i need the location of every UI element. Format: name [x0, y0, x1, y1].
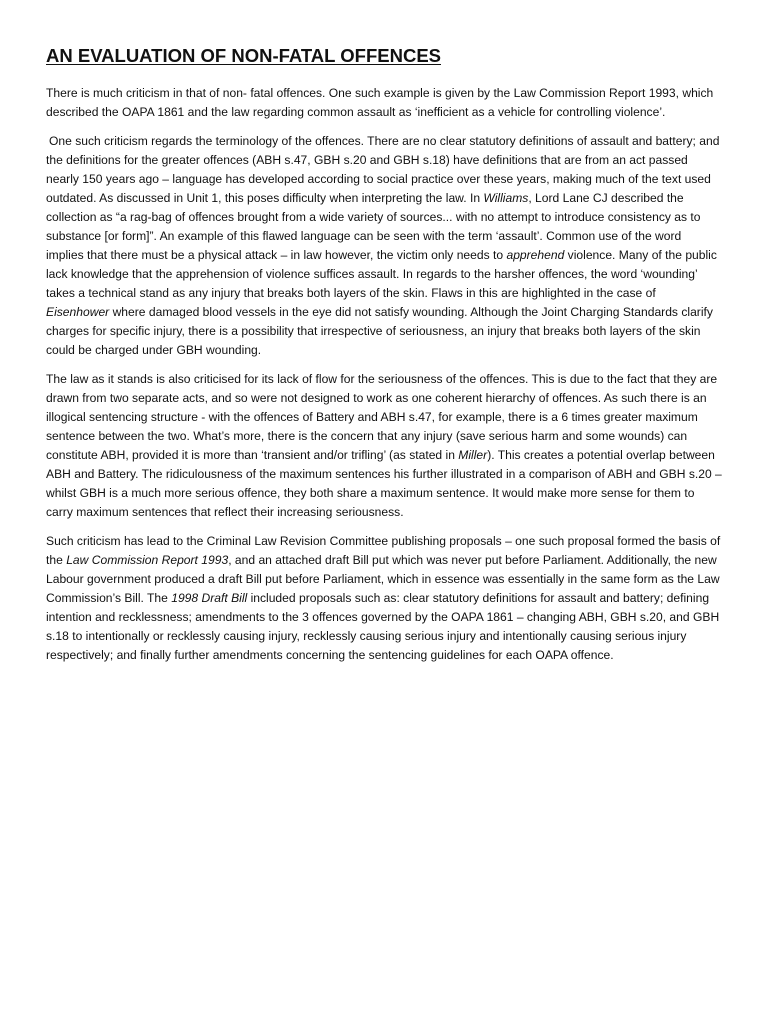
italic-text-run: Miller [458, 448, 488, 462]
italic-text-run: Williams [483, 191, 529, 205]
document-body [46, 84, 722, 665]
text-run: ). This creates a potential overlap between ABH and Battery. The ridiculousness of the maximum sentences his further illustrated in a comparison of ABH and GBH s.20 – whilst GBH is a much more serious offence, they both share a maximum sentence. It would make more sense for them to carry maximum sentences that reflect their increasing seriousness. [46, 448, 722, 519]
paragraph-1 [46, 84, 722, 122]
text-run: included proposals such as: clear statutory definitions for assault and battery; defining intention and recklessness; amendments to the 3 offences governed by the OAPA 1861 – changing ABH, GBH s.20, and GBH s.18 to intentionally or recklessly causing injury, recklessly causing serious injury and intentionally causing serious injury respectively; and finally further amendments concerning the sentencing guidelines for each OAPA offence. [46, 591, 720, 662]
text-run: , Lord Lane CJ described the collection as “a rag-bag of offences brought from a wide variety of sources... with no attempt to introduce consistency as to substance [or form]”. An example of this flawed language can be seen with the term ‘assault’. Common use of the word implies that there must be a physical attack – in law however, the victim only needs to [46, 191, 701, 262]
paragraph-4 [46, 532, 722, 665]
text-run: violence. Many of the public lack knowledge that the apprehension of violence suffices assault. In regards to the harsher offences, the word ‘wounding’ takes a technical stand as any injury that breaks both layers of the skin. Flaws in this are highlighted in the case of [46, 248, 717, 300]
italic-text-run: apprehend [506, 248, 565, 262]
text-run: , and an attached draft Bill put which was never put before Parliament. Additionally, the new Labour government produced a draft Bill put before Parliament, which in essence was essentially in the same form as the Law Commission’s Bill. The [46, 553, 720, 605]
document-title: AN EVALUATION OF NON-FATAL OFFENCES [46, 45, 441, 66]
text-run: The law as it stands is also criticised for its lack of flow for the seriousness of the offences. This is due to the fact that they are drawn from two separate acts, and so were not designed to work as one coherent hierarchy of offences. As such there is an illogical sentencing structure - with the offences of Battery and ABH s.47, for example, there is a 6 times greater maximum sentence between the two. What’s more, there is the concern that any injury (save serious harm and some wounds) can constitute ABH, provided it is more than ‘transient and/or trifling’ (as stated in [46, 372, 718, 462]
text-run: where damaged blood vessels in the eye did not satisfy wounding. Although the Joint Charging Standards clarify charges for specific injury, there is a possibility that irrespective of seriousness, an injury that breaks both layers of the skin could be charged under GBH wounding. [46, 305, 713, 357]
paragraph-3 [46, 370, 722, 522]
paragraph-2 [46, 132, 722, 360]
text-run: Such criticism has lead to the Criminal Law Revision Committee publishing proposals – one such proposal formed the basis of the [46, 534, 721, 567]
text-run: One such criticism regards the terminology of the offences. There are no clear statutory definitions of assault and battery; and the definitions for the greater offences (ABH s.47, GBH s.20 and GBH s.18) have definitions that are from an act passed nearly 150 years ago – language has developed according to social practice over these years, making much of the text used outdated. As discussed in Unit 1, this poses difficulty when interpreting the law. In [46, 134, 720, 205]
text-run: There is much criticism in that of non- fatal offences. One such example is given by the Law Commission Report 1993, which described the OAPA 1861 and the law regarding common assault as ‘inefficient as a vehicle for controlling violence’. [46, 86, 714, 119]
italic-text-run: Law Commission Report 1993 [66, 553, 229, 567]
italic-text-run: 1998 Draft Bill [171, 591, 248, 605]
italic-text-run: Eisenhower [46, 305, 110, 319]
